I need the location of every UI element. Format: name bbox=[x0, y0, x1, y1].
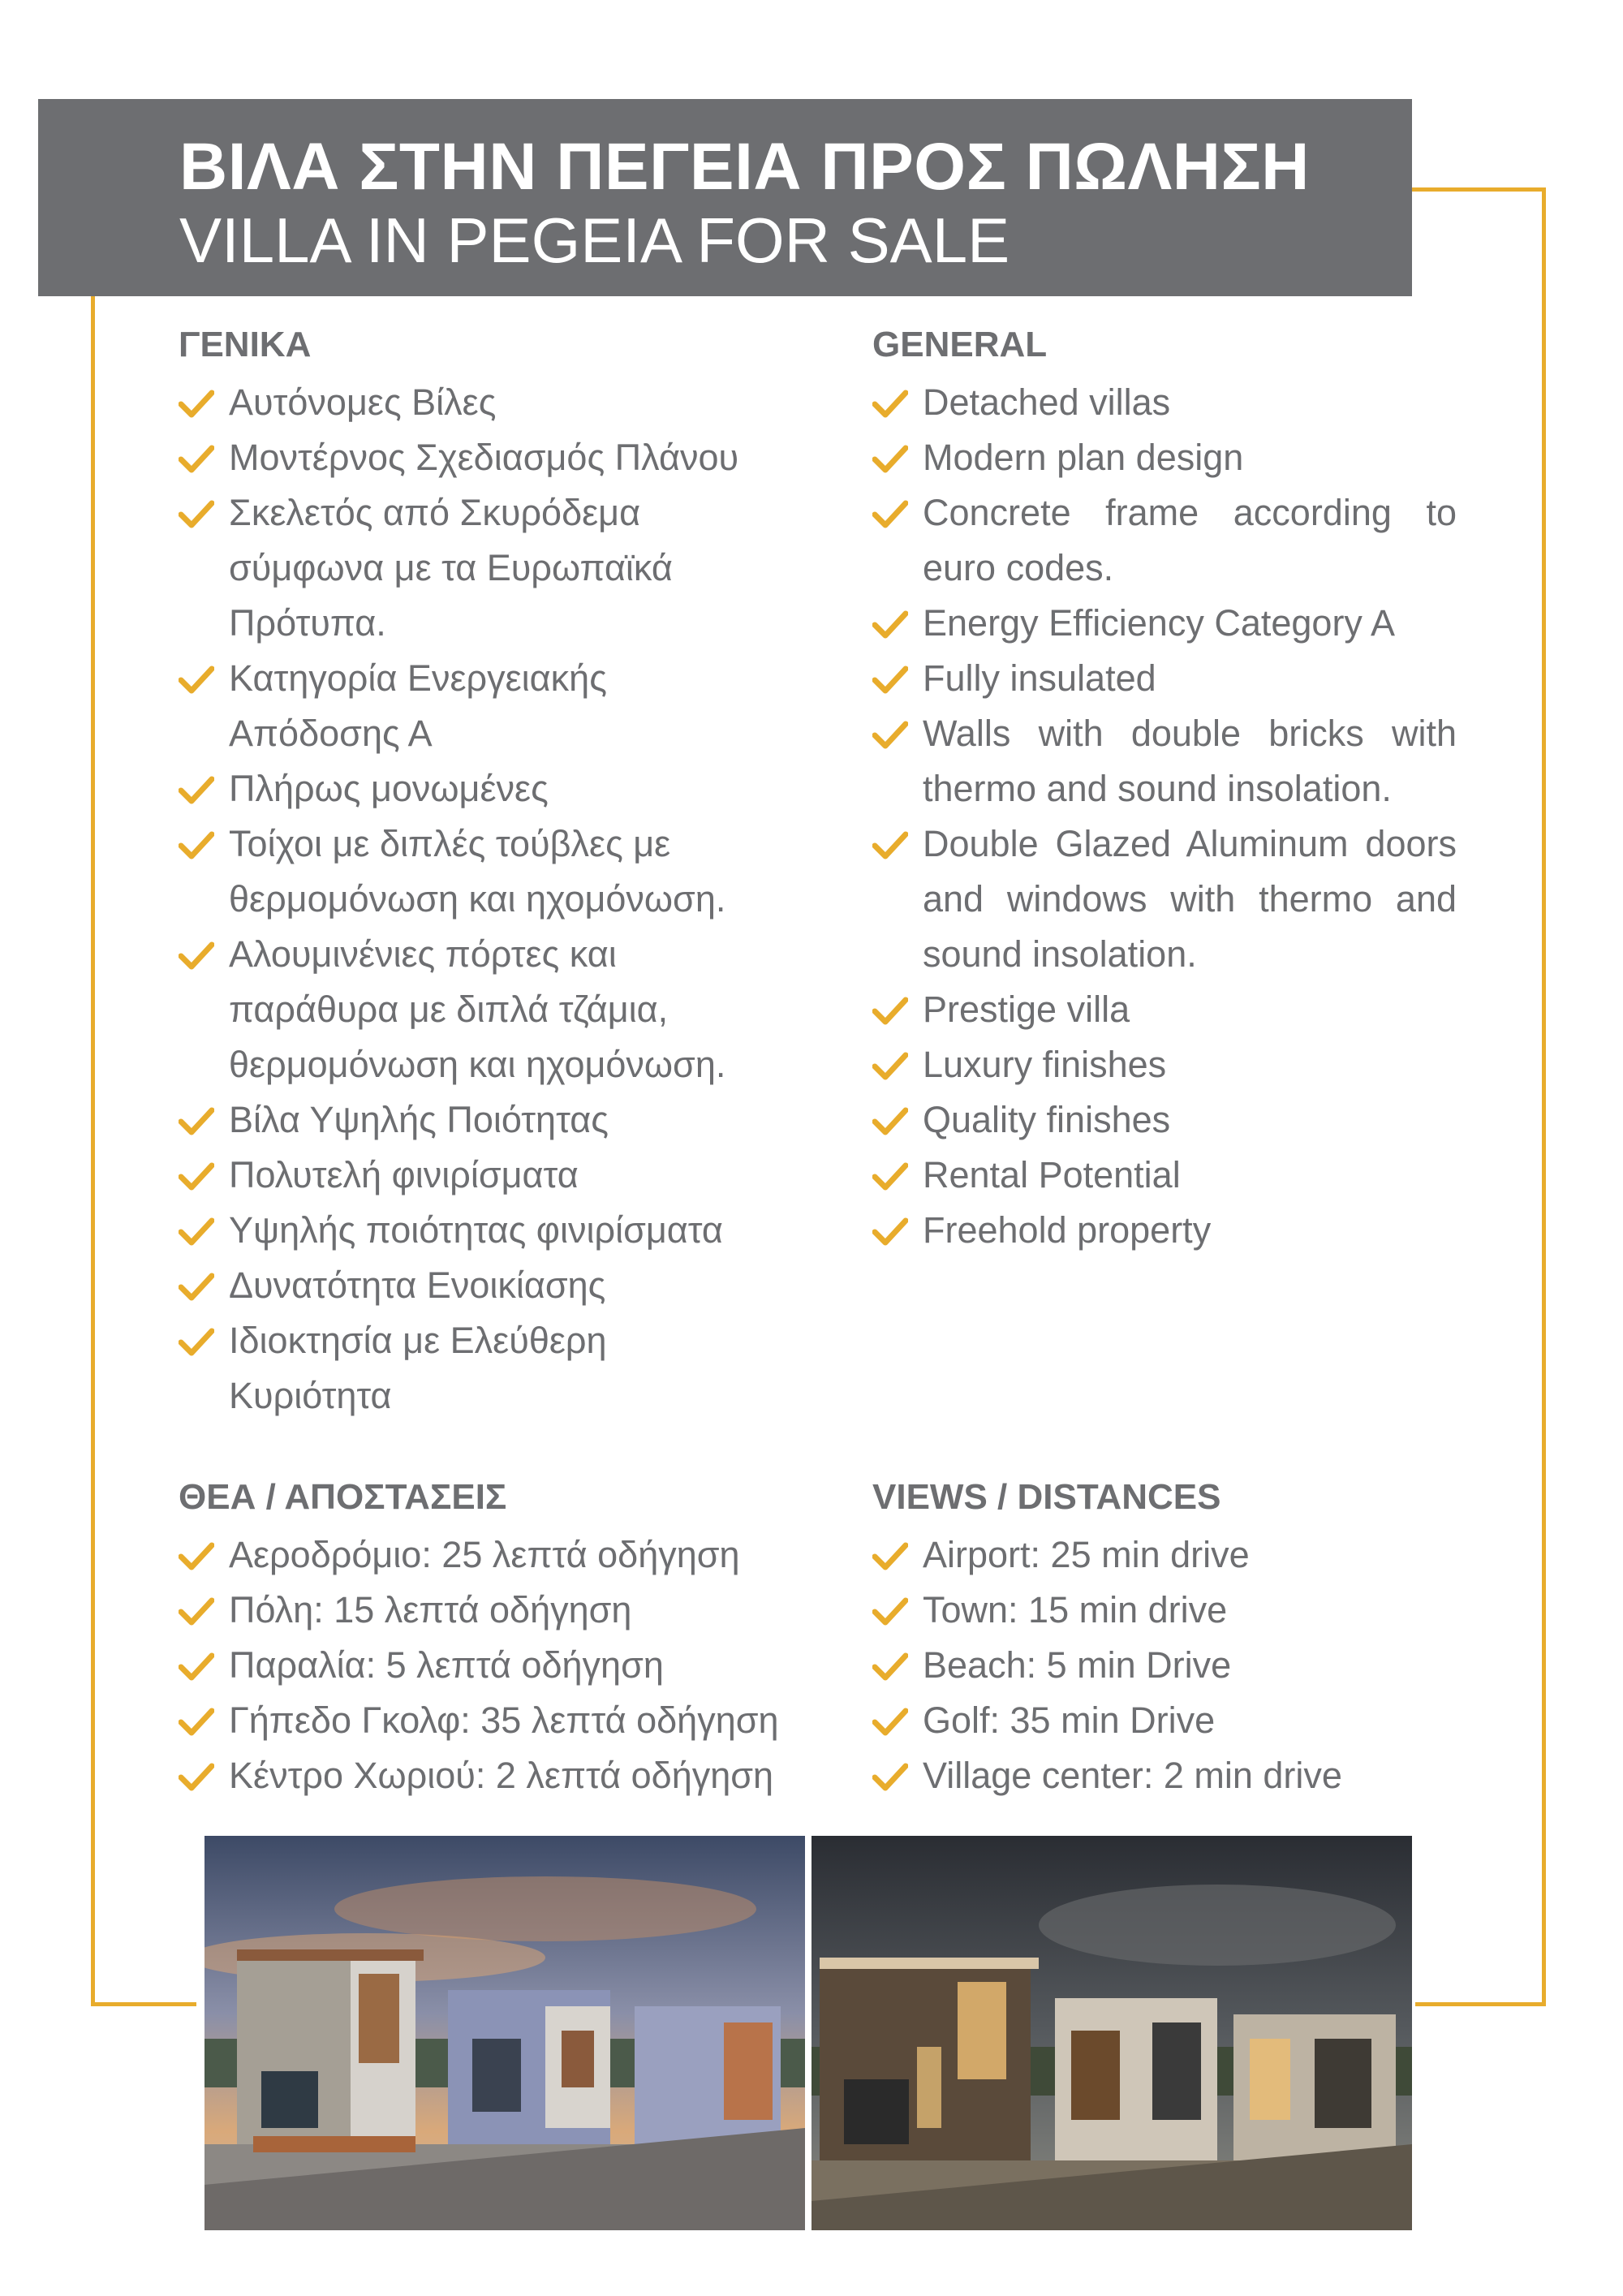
checkmark-icon bbox=[179, 1763, 214, 1792]
list-item: Prestige villa bbox=[872, 982, 1457, 1037]
list-item: Airport: 25 min drive bbox=[872, 1527, 1457, 1583]
checkmark-icon bbox=[179, 500, 214, 529]
checkmark-icon bbox=[179, 1217, 214, 1247]
checkmark-icon bbox=[872, 1107, 908, 1136]
checkmark-icon bbox=[179, 1542, 214, 1571]
list-item: Quality finishes bbox=[872, 1092, 1457, 1148]
villa-dusk-photo bbox=[204, 1836, 805, 2230]
english-general-section bbox=[872, 325, 1457, 1258]
list-item: Beach: 5 min Drive bbox=[872, 1638, 1457, 1693]
list-item: Τοίχοι με διπλές τούβλες με θερμομόνωση και ηχομόνωση. bbox=[179, 816, 763, 927]
feature-list bbox=[872, 375, 1457, 1258]
checkmark-icon bbox=[872, 1597, 908, 1626]
list-item: Υψηλής ποιότητας φινιρίσματα bbox=[179, 1203, 763, 1258]
checkmark-icon bbox=[872, 666, 908, 695]
checkmark-icon bbox=[179, 831, 214, 860]
checkmark-icon bbox=[872, 831, 908, 860]
distance-list bbox=[872, 1527, 1457, 1803]
greek-views-section bbox=[179, 1477, 795, 1803]
checkmark-icon bbox=[872, 1162, 908, 1191]
distance-list bbox=[179, 1527, 795, 1803]
checkmark-icon bbox=[179, 776, 214, 805]
english-views-section bbox=[872, 1477, 1457, 1803]
list-item: Rental Potential bbox=[872, 1148, 1457, 1203]
list-item: Fully insulated bbox=[872, 651, 1457, 706]
checkmark-icon bbox=[872, 1542, 908, 1571]
list-item: Village center: 2 min drive bbox=[872, 1748, 1457, 1803]
list-item: Energy Efficiency Category A bbox=[872, 596, 1457, 651]
list-item: Πόλη: 15 λεπτά οδήγηση bbox=[179, 1583, 795, 1638]
checkmark-icon bbox=[872, 1763, 908, 1792]
checkmark-icon bbox=[179, 1328, 214, 1357]
title-english: VILLA IN PEGEIA FOR SALE bbox=[179, 205, 1010, 276]
frame-line-top bbox=[1412, 187, 1545, 192]
list-item: Βίλα Υψηλής Ποιότητας bbox=[179, 1092, 763, 1148]
list-item: Detached villas bbox=[872, 375, 1457, 430]
frame-line-left bbox=[91, 296, 95, 2006]
list-item: Concrete frame according to euro codes. bbox=[872, 485, 1457, 596]
checkmark-icon bbox=[179, 1273, 214, 1302]
checkmark-icon bbox=[179, 1597, 214, 1626]
checkmark-icon bbox=[179, 666, 214, 695]
header-banner bbox=[38, 99, 1412, 296]
list-item: Γήπεδο Γκολφ: 35 λεπτά οδήγηση bbox=[179, 1693, 795, 1748]
checkmark-icon bbox=[179, 390, 214, 419]
list-item: Αεροδρόμιο: 25 λεπτά οδήγηση bbox=[179, 1527, 795, 1583]
greek-general-section bbox=[179, 325, 763, 1424]
list-item: Μοντέρνος Σχεδιασμός Πλάνου bbox=[179, 430, 763, 485]
checkmark-icon bbox=[179, 1652, 214, 1682]
list-item: Παραλία: 5 λεπτά οδήγηση bbox=[179, 1638, 795, 1693]
feature-list bbox=[179, 375, 763, 1424]
list-item: Αυτόνομες Βίλες bbox=[179, 375, 763, 430]
checkmark-icon bbox=[872, 721, 908, 750]
list-item: Double Glazed Aluminum doors and windows with thermo and sound insolation. bbox=[872, 816, 1457, 982]
list-item: Walls with double bricks with thermo and sound insolation. bbox=[872, 706, 1457, 816]
checkmark-icon bbox=[179, 1107, 214, 1136]
list-item: Πολυτελή φινιρίσματα bbox=[179, 1148, 763, 1203]
list-item: Golf: 35 min Drive bbox=[872, 1693, 1457, 1748]
checkmark-icon bbox=[179, 445, 214, 474]
frame-line-bottom-right bbox=[1415, 2002, 1546, 2006]
section-heading: GENERAL bbox=[872, 325, 1048, 364]
list-item: Κέντρο Χωριού: 2 λεπτά οδήγηση bbox=[179, 1748, 795, 1803]
checkmark-icon bbox=[872, 500, 908, 529]
list-item: Αλουμινένιες πόρτες και παράθυρα με διπλά τζάμια, θερμομόνωση και ηχομόνωση. bbox=[179, 927, 763, 1092]
checkmark-icon bbox=[179, 941, 214, 971]
list-item: Σκελετός από Σκυρόδεμα σύμφωνα με τα Ευρωπαϊκά Πρότυπα. bbox=[179, 485, 763, 651]
section-heading: ΘΕΑ / ΑΠΟΣΤΑΣΕΙΣ bbox=[179, 1477, 507, 1517]
frame-line-bottom-left bbox=[91, 2002, 196, 2006]
list-item: Ιδιοκτησία με Ελεύθερη Κυριότητα bbox=[179, 1313, 763, 1424]
section-heading: VIEWS / DISTANCES bbox=[872, 1477, 1221, 1517]
section-heading: ΓΕΝΙΚΑ bbox=[179, 325, 312, 364]
checkmark-icon bbox=[179, 1708, 214, 1737]
checkmark-icon bbox=[872, 1052, 908, 1081]
title-greek: ΒΙΛΑ ΣΤΗΝ ΠΕΓΕΙΑ ΠΡΟΣ ΠΩΛΗΣΗ bbox=[179, 130, 1310, 204]
list-item: Πλήρως μονωμένες bbox=[179, 761, 763, 816]
checkmark-icon bbox=[872, 390, 908, 419]
list-item: Κατηγορία Ενεργειακής Απόδοσης Α bbox=[179, 651, 763, 761]
list-item: Town: 15 min drive bbox=[872, 1583, 1457, 1638]
list-item: Modern plan design bbox=[872, 430, 1457, 485]
list-item: Freehold property bbox=[872, 1203, 1457, 1258]
checkmark-icon bbox=[872, 445, 908, 474]
checkmark-icon bbox=[872, 1708, 908, 1737]
frame-line-right bbox=[1542, 187, 1546, 2006]
list-item: Luxury finishes bbox=[872, 1037, 1457, 1092]
checkmark-icon bbox=[872, 1652, 908, 1682]
list-item: Δυνατότητα Ενοικίασης bbox=[179, 1258, 763, 1313]
checkmark-icon bbox=[872, 1217, 908, 1247]
checkmark-icon bbox=[179, 1162, 214, 1191]
checkmark-icon bbox=[872, 997, 908, 1026]
checkmark-icon bbox=[872, 610, 908, 640]
villa-night-photo bbox=[812, 1836, 1412, 2230]
